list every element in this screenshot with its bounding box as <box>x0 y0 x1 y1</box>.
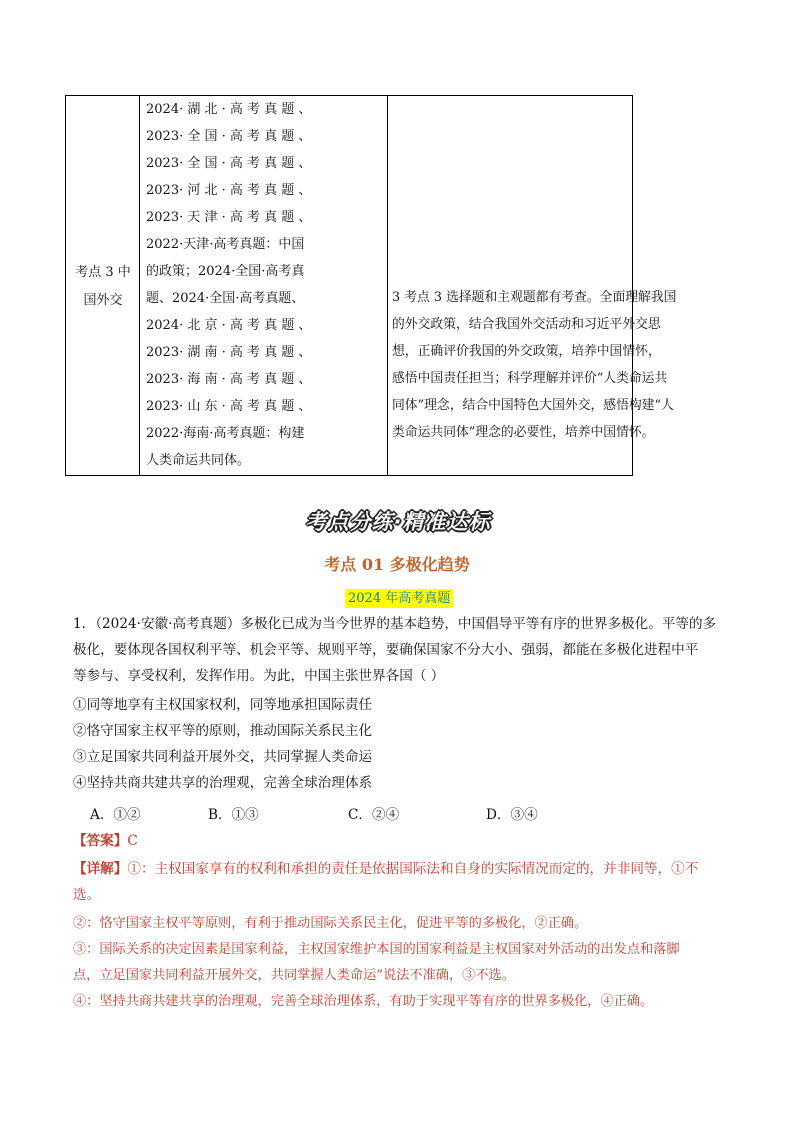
analysis-line: 同体”理念，结合中国特色大国外交，感悟构建“人 <box>392 398 674 413</box>
source-line: 2024· 湖 北 · 高 考 真 题 、 <box>146 102 312 117</box>
explanation-line: 点，立足国家共同利益开展外交，共同掌握人类命运”说法不准确，③不选。 <box>73 968 515 983</box>
sources-cell <box>140 96 388 475</box>
source-line: 2023· 全 国 · 高 考 真 题 、 <box>146 129 312 144</box>
choice-d: D．③④ <box>486 807 538 823</box>
detail-line: 选。 <box>73 887 101 903</box>
detail-label: 【详解】 <box>73 861 128 877</box>
topic-heading: 考点 01 多极化趋势 <box>324 555 470 574</box>
answer-value: C <box>127 833 138 849</box>
source-line: 2022·天津·高考真题：中国 <box>146 237 305 252</box>
explanation-lines <box>73 911 723 1015</box>
explanation-line: ③：国际关系的决定因素是国家利益，主权国家维护本国的国家利益是主权国家对外活动的出发点和落脚 <box>73 942 680 957</box>
topic-text <box>72 259 134 315</box>
answer-label: 【答案】 <box>73 833 128 849</box>
stem-line: 1．（2024·安徽·高考真题）多极化已成为当今世界的基本趋势，中国倡导平等有序的世界多极化。平等的多 <box>73 616 717 632</box>
source-line: 2023· 海 南 · 高 考 真 题 、 <box>146 372 312 387</box>
stem-line: 等参与、享受权利，发挥作用。为此，中国主张世界各国（ ） <box>73 668 445 684</box>
statement-list <box>73 692 723 796</box>
section-banner: 考点分练·精准达标 <box>305 510 491 534</box>
topic-line: 国外交 <box>83 293 123 308</box>
choice-b: B．①③ <box>208 807 259 823</box>
source-line: 2024· 北 京 · 高 考 真 题 、 <box>146 318 312 333</box>
topic-cell <box>66 96 140 475</box>
source-line: 人类命运共同体。 <box>146 453 251 468</box>
choice-a: A．①② <box>90 807 141 823</box>
answer-choices <box>90 802 690 828</box>
analysis-line: 类命运共同体”理念的必要性，培养中国情怀。 <box>392 425 655 440</box>
source-line: 2022·海南·高考真题：构建 <box>146 426 305 441</box>
analysis-line: 的外交政策，结合我国外交活动和习近平外交思 <box>392 317 661 332</box>
source-line: 2023· 河 北 · 高 考 真 题 、 <box>146 183 312 198</box>
statement-item: ①同等地享有主权国家权利，同等地承担国际责任 <box>73 697 373 713</box>
statement-item: ③立足国家共同利益开展外交，共同掌握人类命运 <box>73 749 373 765</box>
choice-c: C．②④ <box>348 807 400 823</box>
answer-line <box>73 828 723 854</box>
analysis-cell <box>388 96 677 475</box>
analysis-line: 感悟中国责任担当；科学理解并评价“人类命运共 <box>392 371 668 386</box>
source-line: 2023· 天 津 · 高 考 真 题 、 <box>146 210 312 225</box>
statement-item: ②恪守国家主权平等的原则，推动国际关系民主化 <box>73 723 373 739</box>
detail-line: ①：主权国家享有的权利和承担的责任是依据国际法和自身的实际情况而定的，并非同等，①不 <box>127 861 699 877</box>
detail-block <box>73 856 723 908</box>
stem-line: 极化，要体现各国权利平等、机会平等、规则平等，要确保国家不分大小、强弱，都能在多极化进程中平 <box>73 642 699 658</box>
statement-item: ④坚持共商共建共享的治理观，完善全球治理体系 <box>73 775 373 791</box>
question-stem <box>73 611 723 689</box>
analysis-line: 想，正确评价我国的外交政策，培养中国情怀， <box>392 344 661 359</box>
analysis-text <box>392 284 677 446</box>
topic-table <box>65 95 677 476</box>
source-line: 2023· 湖 南 · 高 考 真 题 、 <box>146 345 312 360</box>
source-line: 题、2024·全国·高考真题、 <box>146 291 305 306</box>
explanation-line: ④：坚持共商共建共享的治理观，完善全球治理体系，有助于实现平等有序的世界多极化，④正确。 <box>73 994 654 1009</box>
source-line: 2023· 山 东 · 高 考 真 题 、 <box>146 399 312 414</box>
topic-line: 考点 3 中 <box>75 265 131 280</box>
source-line: 2023· 全 国 · 高 考 真 题 、 <box>146 156 312 171</box>
analysis-line: 3 考点 3 选择题和主观题都有考查。全面理解我国 <box>392 290 677 305</box>
sources-text <box>146 96 316 474</box>
year-tag: 2024 年高考真题 <box>345 589 453 608</box>
source-line: 的政策；2024·全国·高考真 <box>146 264 305 279</box>
explanation-line: ②：恪守国家主权平等原则，有利于推动国际关系民主化，促进平等的多极化，②正确。 <box>73 916 588 931</box>
